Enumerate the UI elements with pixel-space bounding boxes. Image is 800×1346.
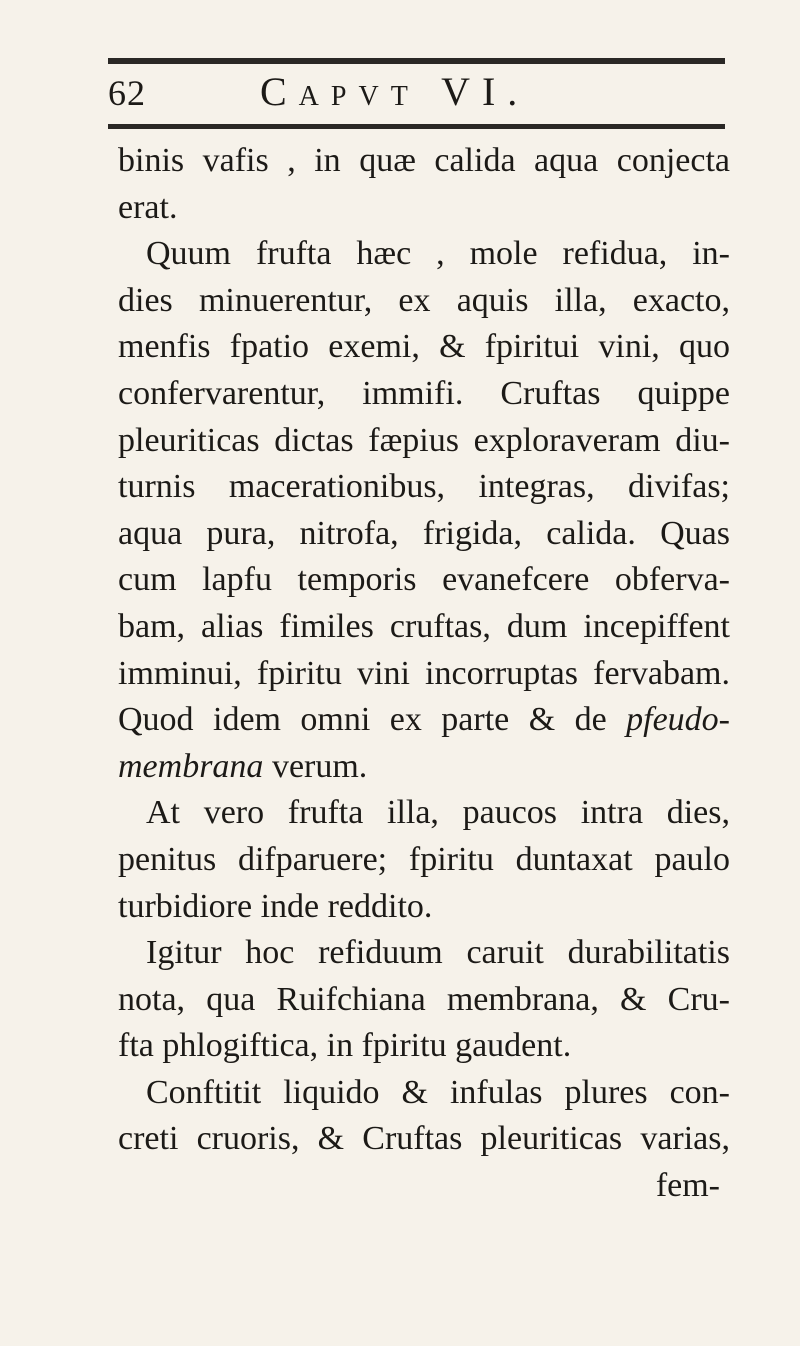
text-line: Conftitit liquido & infulas plures con- — [146, 1073, 730, 1111]
catchword: fem- — [655, 1167, 720, 1205]
text-line: turbidiore inde reddito. — [118, 887, 433, 925]
text-line: imminui, fpiritu vini incorruptas fervabam. — [118, 654, 730, 692]
text-line: fta phlogiftica, in fpiritu gaudent. — [118, 1027, 572, 1065]
text-line: Igitur hoc refiduum caruit durabilitatis — [146, 934, 730, 972]
text-line: aqua pura, nitrofa, frigida, calida. Quas — [118, 514, 730, 552]
running-head — [108, 68, 725, 124]
text-line: binis vafis , in quæ calida aqua conjecta — [118, 142, 730, 179]
text-line: creti cruoris, & Cruftas pleuriticas varias, — [118, 1120, 730, 1158]
text-line: erat. — [118, 188, 178, 226]
header-rule-bottom — [108, 124, 725, 129]
header-rule-top — [108, 58, 725, 64]
text-line: menfis fpatio exemi, & fpiritui vini, quo — [118, 328, 730, 366]
chapter-title: Capvt VI. — [260, 69, 530, 114]
text-line: nota, qua Ruifchiana membrana, & Cru- — [118, 980, 730, 1018]
text-line: bam, alias fimiles cruftas, dum incepiffent — [118, 607, 730, 645]
text-line: dies minuerentur, ex aquis illa, exacto, — [118, 281, 730, 319]
text-line: Quum frufta hæc , mole refidua, in- — [146, 235, 730, 273]
text-line: At vero frufta illa, paucos intra dies, — [146, 794, 730, 832]
text-line: pleuriticas dictas fæpius exploraveram diu- — [118, 421, 730, 459]
text-line: cum lapfu temporis evanefcere obferva- — [118, 561, 730, 599]
page-number: 62 — [108, 73, 146, 113]
text-line-mixed — [118, 697, 730, 744]
text-line: penitus difparuere; fpiritu duntaxat paulo — [118, 840, 730, 878]
body-text — [118, 138, 730, 1210]
text-line-mixed — [118, 744, 730, 791]
text-line: turnis macerationibus, integras, divifas; — [118, 468, 730, 506]
italic-term: membrana — [118, 747, 264, 785]
text-segment: Quod idem omni ex parte & de — [118, 701, 607, 739]
text-line: confervarentur, immifi. Cruftas quippe — [118, 374, 730, 412]
text-segment: verum. — [271, 747, 368, 785]
italic-term: pfeudo- — [626, 701, 730, 739]
